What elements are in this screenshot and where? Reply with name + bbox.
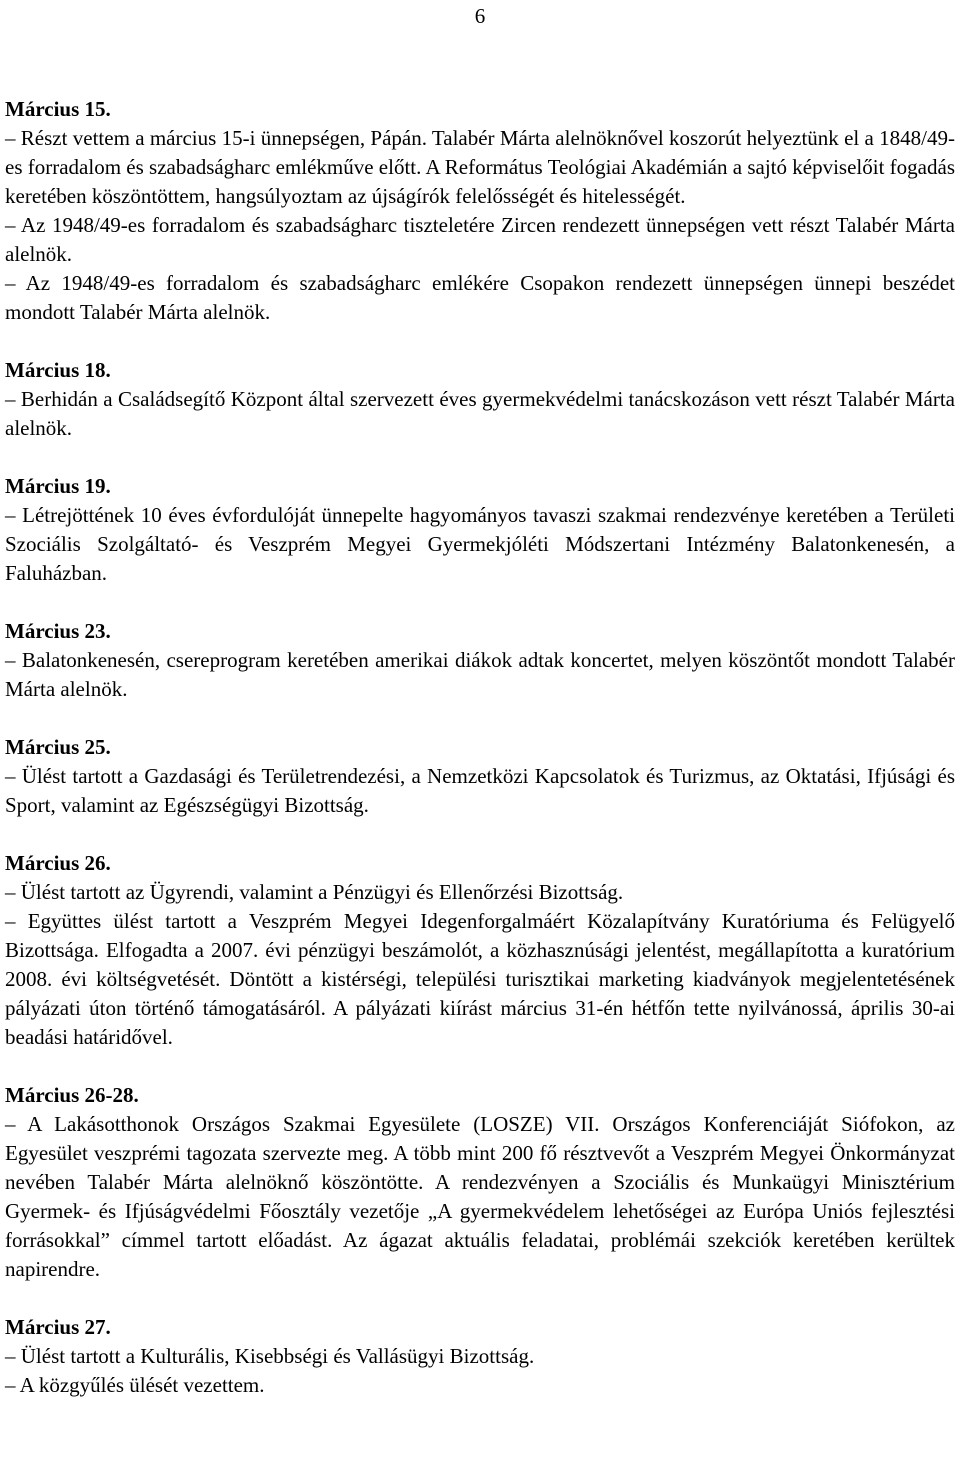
entry-paragraph: – Balatonkenesén, csereprogram keretében amerikai diákok adtak koncertet, melyen köszöntőt mondott Talabér Márta alelnök.	[5, 648, 955, 701]
entry-paragraph: – Létrejöttének 10 éves évfordulóját ünnepelte hagyományos tavaszi szakmai rendezvénye keretében a Területi Szociális Szolgáltató- és Veszprém Megyei Gyermekjóléti Módszertani Intézmény Balatonkenesén, a Faluházban.	[5, 503, 955, 585]
page-number: 6	[474, 4, 486, 28]
entry-marcius-26	[5, 849, 955, 1052]
date-heading: Március 26-28.	[5, 1083, 139, 1107]
date-heading: Március 18.	[5, 358, 111, 382]
date-heading: Március 15.	[5, 97, 111, 121]
entry-paragraph: – Az 1948/49-es forradalom és szabadságharc tiszteletére Zircen rendezett ünnepségen vett részt Talabér Márta alelnök.	[5, 213, 955, 266]
date-heading: Március 26.	[5, 851, 111, 875]
entry-paragraph: – Együttes ülést tartott a Veszprém Megyei Idegenforgalmáért Közalapítvány Kuratóriuma és Felügyelő Bizottsága. Elfogadta a 2007. évi pénzügyi beszámolót, a közhasznúsági jelentést, megállapította a kuratórium 2008. évi költségvetését. Döntött a kistérségi, települési turisztikai marketing kiadványok megjelentetésének pályázati úton történő támogatásáról. A pályázati kiírást március 31-én hétfőn tette nyilvánossá, április 30-ai beadási határidővel.	[5, 909, 955, 1049]
entry-marcius-25	[5, 733, 955, 820]
entry-marcius-19	[5, 472, 955, 588]
entry-marcius-26-28	[5, 1081, 955, 1284]
document-body	[5, 95, 955, 1400]
entry-marcius-27	[5, 1313, 955, 1400]
date-heading: Március 19.	[5, 474, 111, 498]
entry-paragraph: – Részt vettem a március 15-i ünnepségen, Pápán. Talabér Márta alelnöknővel koszorút helyeztünk el a 1848/49-es forradalom és szabadságharc emlékműve előtt. A Református Teológiai Akadémián a sajtó képviselőit fogadás keretében köszöntöttem, hangsúlyoztam az újságírók felelősségét és hitelességét.	[5, 126, 955, 208]
date-heading: Március 27.	[5, 1315, 111, 1339]
entry-marcius-23	[5, 617, 955, 704]
entry-paragraph: – Az 1948/49-es forradalom és szabadságharc emlékére Csopakon rendezett ünnepségen ünnepi beszédet mondott Talabér Márta alelnök.	[5, 271, 955, 324]
entry-paragraph: – Berhidán a Családsegítő Központ által szervezett éves gyermekvédelmi tanácskozáson vett részt Talabér Márta alelnök.	[5, 387, 955, 440]
date-heading: Március 25.	[5, 735, 111, 759]
entry-paragraph: – Ülést tartott az Ügyrendi, valamint a Pénzügyi és Ellenőrzési Bizottság.	[5, 880, 624, 904]
entry-marcius-15	[5, 95, 955, 327]
date-heading: Március 23.	[5, 619, 111, 643]
entry-paragraph: – Ülést tartott a Gazdasági és Területrendezési, a Nemzetközi Kapcsolatok és Turizmus, az Oktatási, Ifjúsági és Sport, valamint az Egészségügyi Bizottság.	[5, 764, 955, 817]
entry-paragraph: – Ülést tartott a Kulturális, Kisebbségi és Vallásügyi Bizottság.	[5, 1344, 535, 1368]
entry-paragraph: – A Lakásotthonok Országos Szakmai Egyesülete (LOSZE) VII. Országos Konferenciáját Siófokon, az Egyesület veszprémi tagozata szervezte meg. A több mint 200 fő résztvevőt a Veszprém Megyei Önkormányzat nevében Talabér Márta alelnöknő köszöntötte. A rendezvényen a Szociális és Munkaügyi Minisztérium Gyermek- és Ifjúságvédelmi Főosztály vezetője „A gyermekvédelem lehetőségei az Európa Uniós fejlesztési forrásokkal” címmel tartott előadást. Az ágazat aktuális feladatai, problémái szekciók keretében kerültek napirendre.	[5, 1112, 955, 1281]
entry-marcius-18	[5, 356, 955, 443]
entry-paragraph: – A közgyűlés ülését vezettem.	[5, 1373, 265, 1397]
